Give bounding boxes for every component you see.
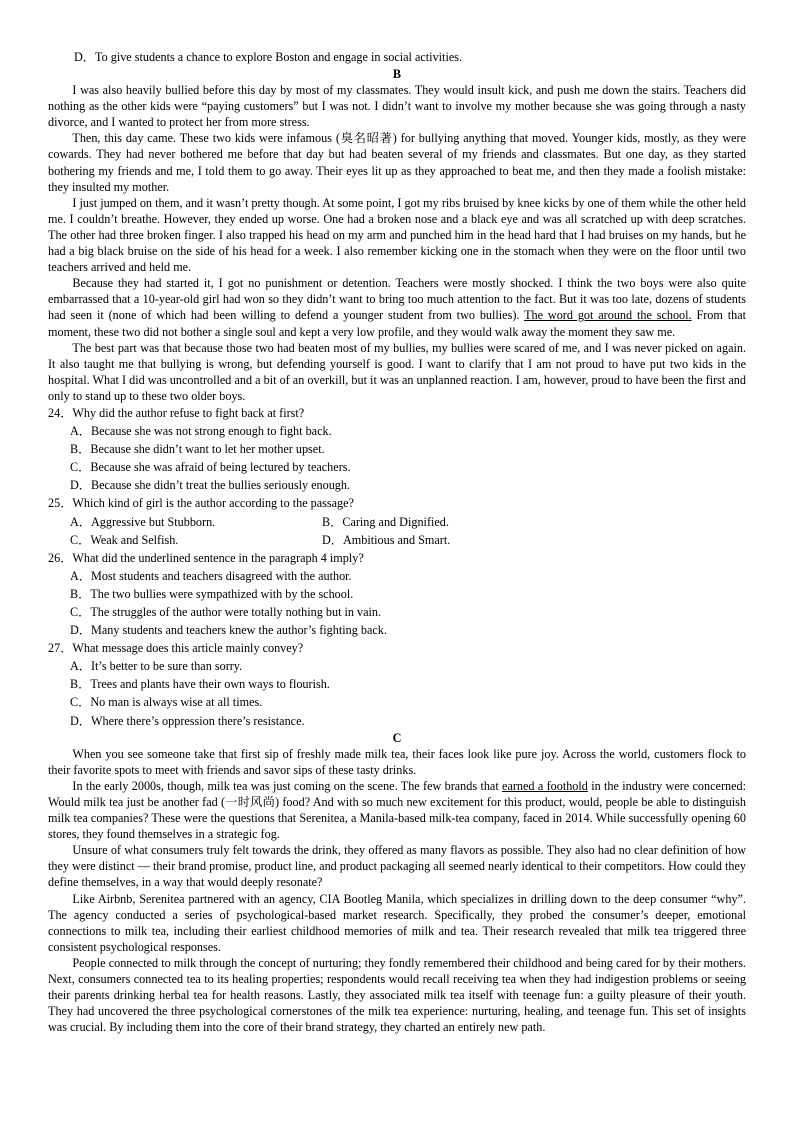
q24-option-d: D．Because she didn’t treat the bullies seriously enough. bbox=[70, 478, 351, 493]
passage-c-heading: C bbox=[392, 730, 402, 745]
passage-c-paragraph-1: When you see someone take that first sip of freshly made milk tea, their faces look like pure joy. Across the world, customers flock to their favorite spots to meet with friends and savor sips of these tasty drinks. bbox=[48, 746, 746, 777]
p4-text-after: From that moment, these two did not bother a single soul and kept a very low profile, and they would walk away the moment they saw me. bbox=[48, 308, 747, 339]
q26-option-c: C．The struggles of the author were totally nothing but in vain. bbox=[70, 605, 382, 619]
c-p2-text-before: In the early 2000s, though, milk tea was just coming on the scene. The few brands that bbox=[72, 778, 503, 793]
q27-option-b: B．Trees and plants have their own ways to flourish. bbox=[70, 677, 330, 692]
question-25: 25．Which kind of girl is the author according to the passage? bbox=[48, 496, 354, 511]
q27-option-a: A．It’s better to be sure than sorry. bbox=[70, 659, 243, 674]
question-26: 26．What did the underlined sentence in the paragraph 4 imply? bbox=[48, 550, 364, 565]
q26-option-a: A．Most students and teachers disagreed with the author. bbox=[70, 568, 352, 583]
q24-option-a: A．Because she was not strong enough to fight back. bbox=[70, 424, 332, 439]
q24-option-c: C．Because she was afraid of being lectured by teachers. bbox=[70, 460, 351, 475]
passage-c-paragraph-2 bbox=[48, 778, 746, 842]
q25-option-c: C．Weak and Selfish. bbox=[70, 532, 179, 547]
q24-option-b: B．Because she didn’t want to let her mother upset. bbox=[70, 442, 325, 457]
question-24: 24．Why did the author refuse to fight back at first? bbox=[48, 405, 305, 420]
passage-b-paragraph-1: I was also heavily bullied before this day by most of my classmates. They would insult kick, and push me down the stairs. Teachers did nothing as the other kids were “paying customers” but I was not. I didn’t want to involve my mother because she was going through a nasty divorce, and I wanted to protect her from more stress. bbox=[48, 83, 746, 130]
q26-option-b: B．The two bullies were sympathized with by the school. bbox=[70, 586, 354, 601]
c-p2-text-after: in the industry were concerned: Would milk tea just be another fad (一时风尚) food? And with so much new excitement for this product, would, people be able to distinguish milk tea companies? These were the questions that Serenitea, a Manila-based milk-tea company, faced in 2014. While successfully opening 60 stores, they found themselves in a strategic fog. bbox=[48, 778, 746, 842]
underlined-phrase: earned a foothold bbox=[502, 778, 588, 793]
passage-c-paragraph-3: Unsure of what consumers truly felt towards the drink, they offered as many flavors as possible. They also had no clear definition of how they were distinct — their brand promise, product line, and product packaging all seemed nearly identical to their competitors. How could they define themselves, in a way that would deeply resonate? bbox=[48, 843, 746, 890]
q25-option-d: D．Ambitious and Smart. bbox=[322, 532, 451, 547]
p4-text-before: Because they had started it, I got no punishment or detention. Teachers were mostly shocked. I think the two boys were also quite embarrassed that a 10-year-old girl had won so they didn’t want to bring too much attention to the fact. But it was too late, dozens of students had seen it (none of which had been willing to defend a younger student from two bullies). bbox=[48, 276, 746, 323]
passage-b-paragraph-2: Then, this day came. These two kids were infamous (臭名昭著) for bullying anything that moved. Younger kids, mostly, as they were cowards. They had never bothered me before that day but had beaten several of my friends and classmates. But one day, as they started bothering my friends and me, I told them to go away. Their eyes lit up as they approached to beat me, and then they made a foolish mistake: they insulted my mother. bbox=[48, 131, 746, 194]
q25-option-b: B．Caring and Dignified. bbox=[322, 514, 449, 529]
passage-c-paragraph-5: People connected to milk through the concept of nurturing; they fondly remembered their childhood and being cared for by their mothers. Next, consumers connected tea to its healing properties; respondents would recall receiving tea when they had indigestion problems or seeing their parents drinking herbal tea for health reasons. Lastly, they associated milk tea itself with teenage fun: a guilty pleasure of their youth. They had uncovered the three psychological cornerstones of the milk tea experience: nurturing, healing, and teenage fun. This set of insights was crucial. By including them into the core of their brand strategy, they charted an entirely new path. bbox=[48, 955, 746, 1035]
q27-option-c: C．No man is always wise at all times. bbox=[70, 695, 263, 710]
exam-page bbox=[48, 48, 746, 1035]
passage-b-paragraph-3: I just jumped on them, and it wasn’t pretty though. At some point, I got my ribs bruised by knee kicks by one of them while the other held me. I couldn’t breathe. However, they ended up worse. One had a broken nose and a black eye and was all scratched up with deep scratches. The other had three broken finger. I also trapped his head on my arm and punched him in the head hard that I had bruises on my hands, but he had a big black bruise on the side of his head for a week. I also remember kicking one in the stomach when they were on the floor until two teachers arrived and held me. bbox=[48, 195, 746, 275]
q25-option-a: A．Aggressive but Stubborn. bbox=[70, 514, 216, 529]
q25-options-row-2 bbox=[48, 531, 746, 549]
passage-b-paragraph-5: The best part was that because those two had beaten most of my bullies, my bullies were scared of me, and I was never picked on again. It also taught me that bullying is wrong, but defending yourself is good. I want to clarify that I am not proud to have put two kids in the hospital. What I did was uncontrolled and a bit of an overkill, but it was an unplanned reaction. I am, however, proud to have been the first and only to stand up to these two older boys. bbox=[48, 340, 746, 403]
passage-c-paragraph-4: Like Airbnb, Serenitea partnered with an agency, CIA Bootleg Manila, which specializes in drilling down to the deep consumer “why”. The agency conducted a series of psychological-based market research. Specifically, they probed the consumer’s deeper, emotional connections to milk tea, including their earliest childhood memories of milk and tea. Their research revealed that milk tea triggered three consistent psychological responses. bbox=[48, 891, 746, 954]
q26-option-d: D．Many students and teachers knew the author’s fighting back. bbox=[70, 623, 387, 638]
passage-b-heading: B bbox=[392, 67, 402, 82]
passage-b-paragraph-4 bbox=[48, 275, 746, 339]
prev-question-option-d: D．To give students a chance to explore Boston and engage in social activities. bbox=[74, 50, 463, 64]
q27-option-d: D．Where there’s oppression there’s resistance. bbox=[70, 713, 305, 728]
question-27: 27．What message does this article mainly convey? bbox=[48, 641, 304, 656]
q25-options-row-1 bbox=[48, 513, 746, 531]
underlined-sentence: The word got around the school. bbox=[524, 308, 692, 323]
